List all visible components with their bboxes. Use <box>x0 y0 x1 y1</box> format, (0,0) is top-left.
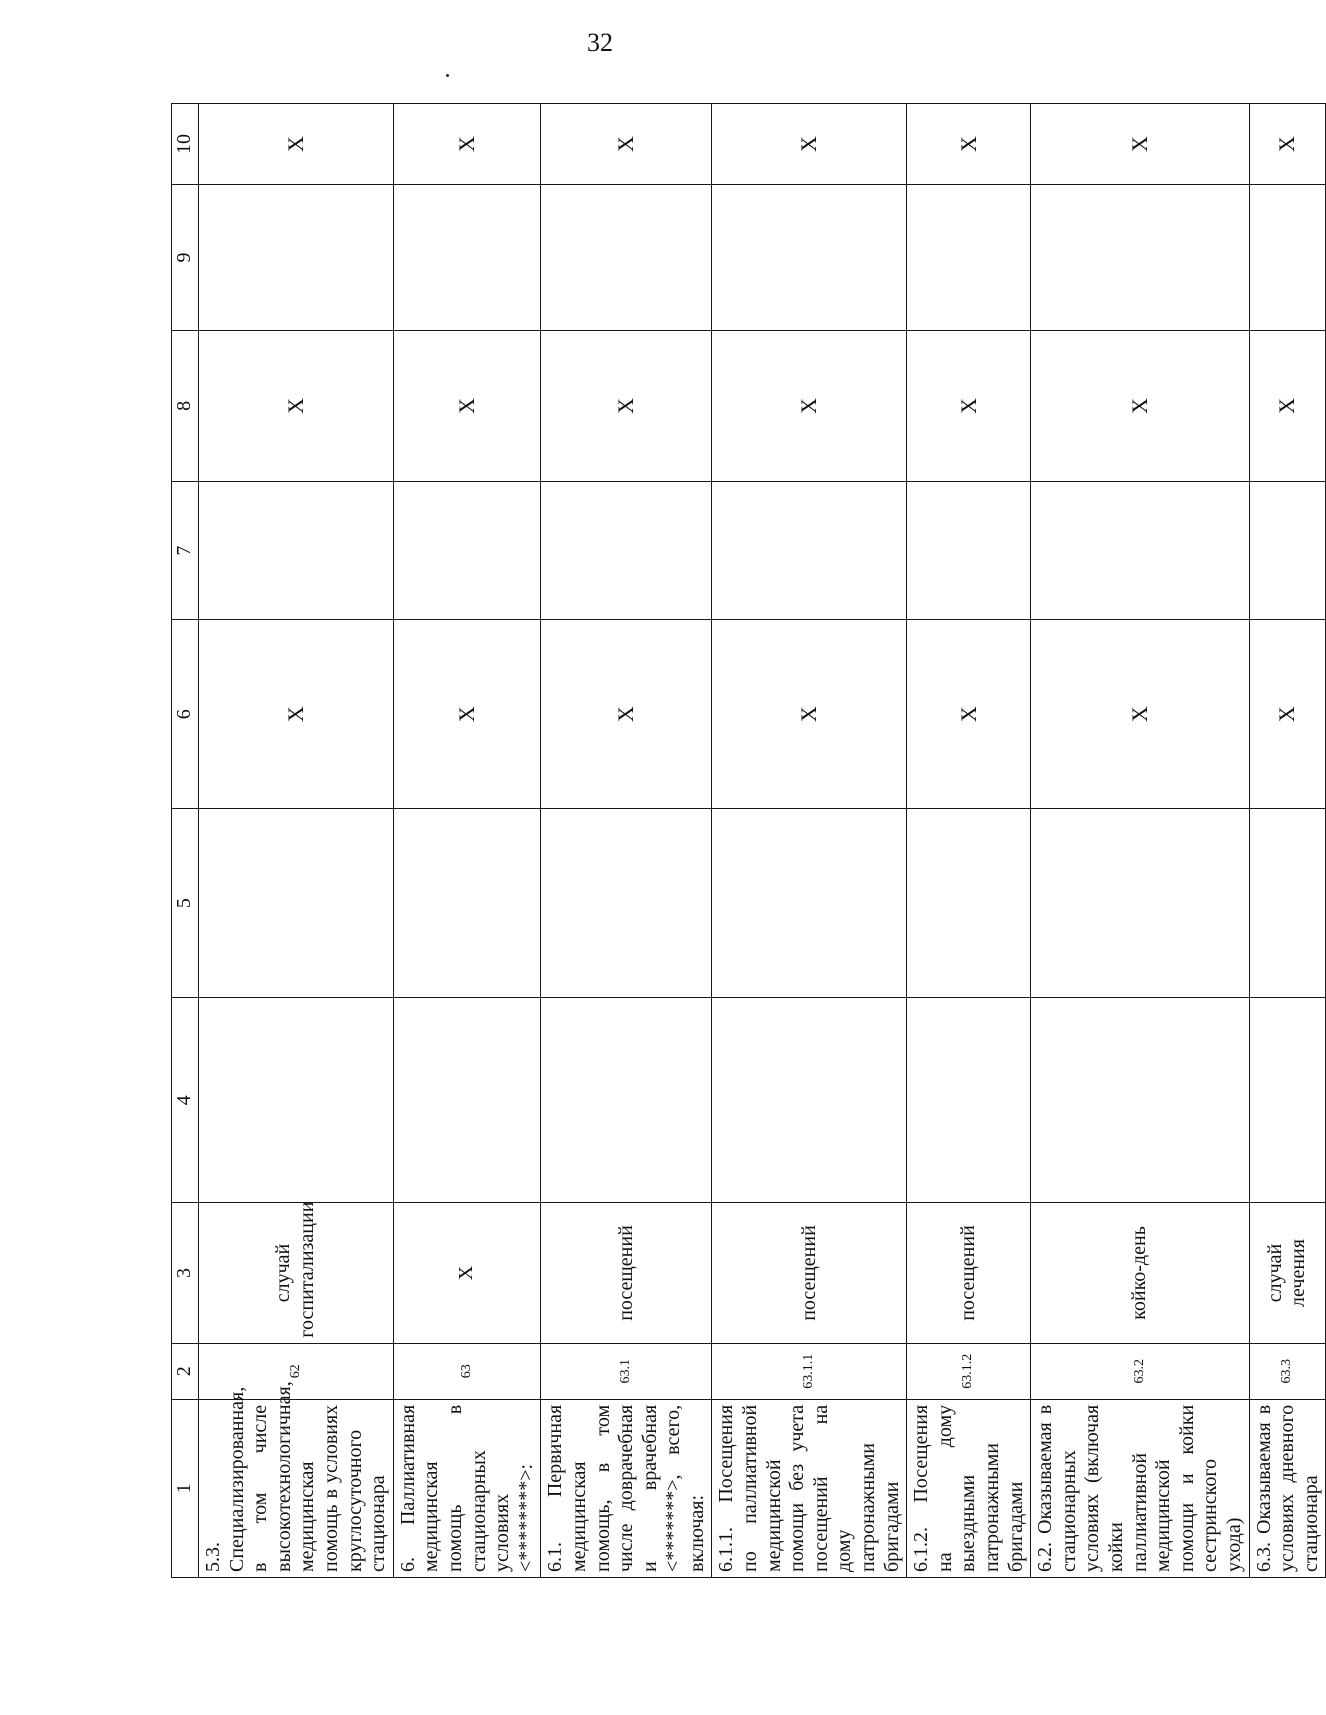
cell-col6: X <box>712 620 907 809</box>
row-name: 6.1. Первичная медицинская помощь, в том числе доврачебная и врачебная <*******>, всего, включая: <box>541 1399 712 1577</box>
row-code: 63.1.2 <box>907 1343 1031 1399</box>
cell-col6: X <box>1249 620 1326 809</box>
column-header: 9 <box>172 185 199 331</box>
row-name: 6.1.1. Посещения по паллиативной медицинской помощи без учета посещений на дому патронажными бригадами <box>712 1399 907 1577</box>
cell-col5 <box>1249 809 1326 998</box>
table-row <box>541 104 712 1578</box>
row-unit: койко-день <box>1031 1203 1249 1343</box>
cell-col8: X <box>199 330 394 481</box>
cell-col7 <box>393 481 541 619</box>
row-code: 63.3 <box>1249 1343 1326 1399</box>
cell-col9 <box>1031 185 1249 331</box>
cell-col10: X <box>199 104 394 185</box>
cell-col5 <box>712 809 907 998</box>
row-unit: посещений <box>907 1203 1031 1343</box>
data-table <box>171 103 1326 1578</box>
row-unit: X <box>393 1203 541 1343</box>
scan-speck <box>446 74 449 77</box>
cell-col4 <box>541 998 712 1203</box>
row-unit: случай госпитализации <box>199 1203 394 1343</box>
cell-col4 <box>1031 998 1249 1203</box>
cell-col8: X <box>1249 330 1326 481</box>
row-name: 6.1.2. Посещения на дому выездными патронажными бригадами <box>907 1399 1031 1577</box>
column-header: 10 <box>172 104 199 185</box>
column-header: 4 <box>172 998 199 1203</box>
column-header: 5 <box>172 809 199 998</box>
table-row <box>1031 104 1249 1578</box>
cell-col10: X <box>1249 104 1326 185</box>
cell-col8: X <box>393 330 541 481</box>
cell-col7 <box>907 481 1031 619</box>
cell-col4 <box>712 998 907 1203</box>
table-row <box>393 104 541 1578</box>
row-unit: посещений <box>712 1203 907 1343</box>
cell-col7 <box>199 481 394 619</box>
cell-col5 <box>907 809 1031 998</box>
row-code: 62 <box>199 1343 394 1399</box>
cell-col8: X <box>907 330 1031 481</box>
cell-col4 <box>393 998 541 1203</box>
cell-col4 <box>199 998 394 1203</box>
cell-col10: X <box>541 104 712 185</box>
column-header: 7 <box>172 481 199 619</box>
column-header: 1 <box>172 1399 199 1577</box>
cell-col9 <box>907 185 1031 331</box>
column-header: 2 <box>172 1343 199 1399</box>
cell-col10: X <box>1031 104 1249 185</box>
row-code: 63 <box>393 1343 541 1399</box>
table-row <box>199 104 394 1578</box>
page-number: 32 <box>587 28 613 57</box>
cell-col6: X <box>1031 620 1249 809</box>
table-row <box>1249 104 1326 1578</box>
row-unit: случай лечения <box>1249 1203 1326 1343</box>
cell-col9 <box>199 185 394 331</box>
row-code: 63.1 <box>541 1343 712 1399</box>
cell-col6: X <box>541 620 712 809</box>
cell-col9 <box>1249 185 1326 331</box>
cell-col7 <box>1249 481 1326 619</box>
cell-col7 <box>712 481 907 619</box>
cell-col9 <box>541 185 712 331</box>
cell-col6: X <box>199 620 394 809</box>
cell-col8: X <box>1031 330 1249 481</box>
cell-col6: X <box>393 620 541 809</box>
header-row <box>172 104 199 1578</box>
table-row <box>712 104 907 1578</box>
cell-col5 <box>199 809 394 998</box>
row-code: 63.2 <box>1031 1343 1249 1399</box>
row-name: 6.3. Оказываемая в условиях дневного стационара <box>1249 1399 1326 1577</box>
rotated-table-container <box>171 103 1322 1578</box>
cell-col10: X <box>393 104 541 185</box>
cell-col6: X <box>907 620 1031 809</box>
cell-col4 <box>907 998 1031 1203</box>
column-header: 3 <box>172 1203 199 1343</box>
cell-col5 <box>541 809 712 998</box>
cell-col8: X <box>712 330 907 481</box>
row-name: 6.2. Оказываемая в стационарных условиях (включая койки паллиативной медицинской помощи и койки сестринского ухода) <box>1031 1399 1249 1577</box>
cell-col9 <box>393 185 541 331</box>
row-name: 5.3. Специализированная, в том числе высокотехнологичная, медицинская помощь в условиях круглосуточного стационара <box>199 1399 394 1577</box>
row-unit: посещений <box>541 1203 712 1343</box>
row-name: 6. Паллиативная медицинская помощь в стационарных условиях <********>: <box>393 1399 541 1577</box>
cell-col5 <box>1031 809 1249 998</box>
cell-col8: X <box>541 330 712 481</box>
column-header: 6 <box>172 620 199 809</box>
cell-col10: X <box>907 104 1031 185</box>
column-header: 8 <box>172 330 199 481</box>
cell-col10: X <box>712 104 907 185</box>
cell-col4 <box>1249 998 1326 1203</box>
row-code: 63.1.1 <box>712 1343 907 1399</box>
table-row <box>907 104 1031 1578</box>
cell-col9 <box>712 185 907 331</box>
cell-col7 <box>1031 481 1249 619</box>
cell-col5 <box>393 809 541 998</box>
cell-col7 <box>541 481 712 619</box>
